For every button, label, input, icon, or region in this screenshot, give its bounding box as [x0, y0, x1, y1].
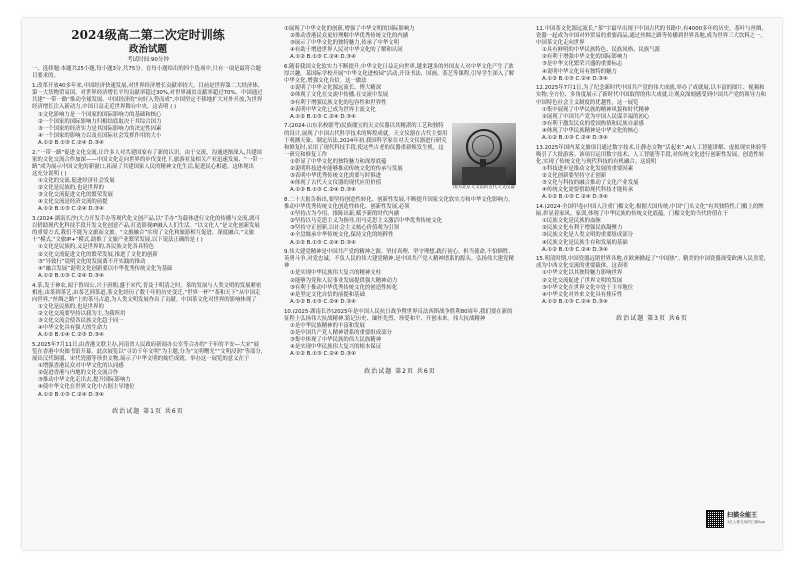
question-line: ②文化交流促进文化的繁荣发展,推进了文化的创新 — [38, 251, 158, 258]
question-line: ②展现了中国共产党为中国人民谋幸福的初心 — [542, 113, 650, 120]
exam-sheet — [22, 18, 782, 550]
question-line: ④说明中华文化具有独特的魅力 — [542, 68, 617, 75]
question-3 — [32, 216, 264, 280]
question-12 — [536, 85, 768, 142]
question-line: ④文化交流是经济交流的前提 — [38, 199, 108, 206]
question-line: ④体现了古代天文仪器的现代应用价值 — [290, 180, 382, 187]
question-line: A.①② B.①③ C.②④ D.③④ — [290, 54, 356, 61]
question-line: 8.二十大报告指出,要坚持创造性转化、创新性发展,不断提升国家文化软实力和中华文化影响力。推动中华优秀传统文化创造性转化、创新性发展,必须 — [284, 196, 514, 211]
question-line: ③中华文化在世界文化中处于主导地位 — [542, 284, 634, 291]
question-line: ④体现了中华民族精神是中华文化的核心 — [542, 127, 639, 134]
question-line: ①文化的交流,促进经济社会发展 — [38, 178, 115, 184]
question-line: ①民族文化是民族的血脉 — [542, 218, 601, 225]
exam-subtitle: 政治试题 — [128, 44, 167, 55]
question-line: ③集中体现了中华民族的伟大民族精神 — [290, 336, 382, 343]
question-line: ④表明中华文化已成为世界主流文化 — [290, 106, 376, 113]
question-line: ③展示了中华文化的独特魅力,传承了中华文明 — [290, 40, 399, 47]
question-line: ②一个国家的国际影响力归根结底取决于其综合国力 — [38, 118, 162, 125]
question-line: ②是中国共产党人精神谱系的重要组成部分 — [290, 329, 392, 336]
page-footer-3: 政治试题 第3页 共6页 — [616, 315, 688, 323]
scanner-watermark — [706, 510, 776, 528]
question-line: ③有利于激发民众的爱国热情和民族自豪感 — [542, 120, 644, 127]
question-line: 2.“一带一路”促进文化交流,让许多人对共建国家有了新的认识。由于交流、沟通逐渐深入,共建国家的文化交流合作加深——中国文化走向世界的步伐变化下,旅游业及相关产业迅速发展、“一带一路”成为展示中国文化的新窗口,拓展了共建国家人民的精神文化生活,促进民心相通。这体现出 — [32, 149, 263, 170]
question-line: ①彰显了中华文化的独特魅力和深厚底蕴 — [290, 158, 387, 165]
question-line: ②促进香港与内地的文化交流合作 — [38, 370, 119, 377]
question-line: A.①② B.①③ C.②④ D.③④ — [542, 246, 608, 253]
scanner-label: 扫描全能王 — [727, 512, 758, 519]
question-line: ③有利于推动中华优秀传统文化的创造性转化 — [290, 284, 398, 291]
question-line: ②说明科技进步能够推动传统文化的传承与发展 — [290, 165, 403, 172]
question-line: A.①② B.①③ C.②④ D.③④ — [290, 351, 356, 358]
question-line: ④“融合发展”说明文化创新要以中华优秀传统文化为基础 — [38, 265, 173, 272]
question-line: ②文化交流促进了世界文明的发展 — [542, 277, 623, 284]
question-line: ④中华文化具有强大的生命力 — [38, 325, 108, 332]
question-line: 7.(2024·山东名校联考)民族瑰宝的天文仪器以其精湛的工艺和独特的设计,展现了中国古代科学技术的辉煌成就。天文仪器在古代主要用于观测天象、制定历法,2024年初,我国科学家在对天文仪器进行研究和修复时,采用了现代科技手段,使这些古老的仪器重新焕发生机。这一研究和修复工作 — [284, 123, 448, 158]
question-line: A.①② B.①③ C.②④ D.③④ — [38, 272, 104, 279]
question-line: ③坚持守正创新,以社会主义核心价值观为引领 — [290, 225, 399, 232]
question-line: ④是实现中华民族伟大复兴的根本保证 — [290, 344, 382, 350]
question-6 — [284, 64, 516, 121]
question-11 — [536, 26, 768, 83]
question-line: ①说明了中华文化源远流长、博大精深 — [290, 85, 382, 92]
question-line: ③推动中华文化走出去,提升国际影响力 — [38, 377, 131, 384]
section-intro: 一、选择题:本题共25小题,每小题3分,共75分。在每小题给出的四个选项中,只有一项是最符合题目要求的。 — [32, 66, 261, 80]
question-line: ③文化交流会使各民族文化趋于同一 — [38, 317, 124, 324]
question-line: 12.2025年7月1日,为了纪念新时代中国共产党的伟大成就,举办了成就展,以丰富的图片、视频和实物,全方位、多角度展示了新时代中国取得的伟大成就,让观众深刻感受到中国共产党的领导力和中国特色社会主义制度的优越性。这一展览 — [536, 85, 766, 106]
question-line: A.①② B.①③ C.②④ D.③④ — [542, 194, 608, 201]
question-line: 6.随着我国文化软实力不断提升,中华文化日益走向世界,越来越多的外国友人对中华文化产生了浓厚兴趣。某国际学校开展“中华文化进校园”活动,开设书法、国画、茶艺等课程,引导学生深入了解中华文化,增强文化自信。这一做法 — [284, 64, 515, 85]
question-line: 11.中国茶文化源远流长,“茶”字最早出现于中国古代的书籍中,有4000多年的历史。茶叶与丝绸、瓷器一起成为中国对外贸易的重要商品,通过丝绸之路等传播到世界各地,成为世界三大饮料之一。中国茶文化走向世界 — [536, 26, 767, 47]
question-line: ②文化交流要坚持以我为主,为我所用 — [38, 310, 126, 317]
question-5-options — [284, 26, 516, 61]
question-line: ①坚持古为今用、推陈出新,赋予新的时代内涵 — [290, 211, 399, 218]
question-line: 14.(2024·全国甲卷)中国人注重门楣文化,根据大国传统,中国“门头文化”有其独特性,门楣上的牌匾,彰显着家风、家训,体现了中华民族的传统文化底蕴。门楣文化的当代价值在于 — [536, 204, 764, 218]
question-line: ①文化影响力是一个国家的国际影响力的基础和核心 — [38, 111, 162, 118]
question-1 — [32, 83, 264, 147]
question-line: ①中华文化以其独特魅力影响世界 — [542, 270, 623, 277]
question-line: ③民族文化是人类文明的重要组成部分 — [542, 232, 634, 239]
question-line: ④民族文化是民族生存和发展的基础 — [542, 239, 628, 246]
question-5 — [32, 342, 264, 399]
astronomy-figure — [452, 123, 516, 191]
question-15 — [536, 256, 768, 306]
page-footer-2: 政治试题 第2页 共6页 — [364, 367, 436, 375]
question-line: ③表明中华优秀传统文化需要与时俱进 — [290, 173, 382, 180]
question-line: A.①② B.①③ C.②④ D.③④ — [290, 298, 356, 305]
question-line: A.①② B.①④ C.②③ D.③④ — [38, 332, 104, 339]
question-line: ②推动香港民众更好理解中华优秀传统文化的内涵 — [290, 33, 409, 40]
question-line: 3.(2024·湖南长沙)大力开发手办等现代化文创产品,以“手办”为载体进行文化的传播与交流,就可以借助现代化科技手段开发文化创意产品,打造影视IP融入人们生活。“以文化人”是文化创新发展的重要方式,我们不能为文旅而文旅。“文旅融合”实现了文化和旅游相互促进、深度融合,“文旅十”模式,“文旅IP+”模式,助推了文旅产业繁荣发展,以下说法正确的是 ( ) — [32, 216, 260, 244]
question-line: ④全盘继承中华传统文化,保持文化的纯粹性 — [290, 232, 394, 239]
question-line: ②能够为党和人民事业发展提供强大精神动力 — [290, 277, 398, 284]
question-line: ②文化是民族的,也是世界的 — [38, 185, 104, 192]
question-line: A.①② B.①③ C.②④ D.③④ — [290, 187, 356, 194]
question-line: 经济增长注入新动力,中国日益走近世界舞台中央。这表明 ( ) — [32, 104, 177, 111]
question-line: A.①② B.①③ C.②④ D.③④ — [38, 391, 104, 398]
question-line: ①文化是民族的,也是世界的 — [38, 303, 104, 310]
question-line: ④中华文化对外来文化具有排斥性 — [542, 291, 623, 298]
question-4 — [32, 283, 264, 340]
question-line: 1.改革开放40多年来,中国经济快速发展,对世界经济增长贡献率较大。目前是世界第二大经济体、第一大货物贸易国。对世界经济增长平均贡献率超过30%,对世界减贫贡献率超过70%。中国通过共建“一带一路”推动全球发展、中国经济的“向好入势而成”,中国坚定不移地扩大对外开放,为世界 — [32, 83, 264, 104]
question-13 — [536, 145, 768, 202]
question-line: A.①② B.①③ C.②④ D.③④ — [542, 75, 608, 82]
question-line: ①增强香港民众对中华文化的认同感 — [38, 363, 124, 370]
scanner-sub: 3亿人都在用的扫描App — [727, 520, 766, 524]
question-8 — [284, 197, 516, 247]
question-line: ①文化是民族的,又是世界的,各民族文化各具特色 — [38, 244, 155, 251]
question-line: ③有利于增强民族文化的包容性和世界性 — [290, 99, 387, 106]
question-line: A.①② B.①③ C.②④ D.③④ — [290, 113, 356, 120]
column-1 — [32, 26, 264, 416]
question-line: ③一个国家的经济实力是其国际影响力的决定性因素 — [38, 125, 162, 132]
question-line: 15.明清时期,中国瓷器远销世界各地,在欧洲掀起了“中国热”。精美的中国瓷器深受欧洲人民喜爱,成为中西文化交流的重要载体。这表明 — [536, 256, 766, 270]
question-line: 9.伟大建党精神是中国共产党的精神之源。坚持真理、坚守理想,践行初心、担当使命,不怕牺牲、英勇斗争,对党忠诚、不负人民的伟大建党精神,是中国共产党人精神谱系的源头。弘扬伟大建党精神 — [284, 249, 514, 270]
question-line: 5.2025年7月11日,由香港文联主办,河南省人民政府新闻办公室等合办的“千年的平安—大宋”展览在香港中央图书馆开幕。此次展览以“寻访千年文明”为主题,分为“文明曙光”“文明浸润”等部分,展出汉代铜器、宋代瓷器等珍贵文物,展示了中华文明的灿烂成就。举办这一展览的意义在于 — [32, 341, 263, 363]
question-line: ④是坚定文化自信的前提和基础 — [290, 291, 365, 298]
question-line: ①是实现中华民族伟大复兴的精神支柱 — [290, 270, 382, 277]
question-line: ④使中华文化在世界文化中占据主导地位 — [38, 384, 135, 391]
question-line: ④传统文化需要借助现代科技才能传承 — [542, 187, 634, 194]
question-line: ④一个国家的影响力以及在国际社会发挥作用的大小 — [38, 132, 162, 139]
exam-title: 2024级高二第二次定时训练 — [71, 28, 225, 42]
column-3 — [536, 26, 768, 323]
question-line: ②有利于增强中华文化的国际影响力 — [542, 54, 628, 61]
question-line: ③文化与科技的融合推动了文化产业发展 — [542, 180, 639, 187]
question-10 — [284, 309, 516, 359]
page-footer-1: 政治试题 第1页 共6页 — [112, 408, 184, 416]
question-line: ①集中展现了中华民族的精神风貌和时代精神 — [542, 106, 650, 113]
question-line: ②文化创新要坚持守正创新 — [542, 173, 607, 180]
armillary-sphere-photo — [452, 123, 516, 185]
question-line: ④有助于增进世界人民对中华文化的了解和认同 — [290, 47, 403, 54]
question-line: ②体现了文化在交流中传播,在交流中发展 — [290, 92, 389, 99]
question-line: A.①② B.①③ C.②④ D.③④ — [290, 239, 356, 246]
question-line: A.①② B.①③ C.②④ D.③④ — [542, 135, 608, 141]
question-line: 这充分说明 ( ) — [32, 170, 67, 177]
question-line: ②民族文化有利于增强民族凝聚力 — [542, 225, 623, 232]
question-line: A.①② B.①③ C.②④ D.③④ — [38, 139, 104, 146]
figure-caption: 图为北京天文馆的古代天文仪器 — [453, 185, 515, 191]
question-14 — [536, 204, 768, 254]
question-line: ③“导致行”说明文化的发展离不开实践的推动 — [38, 258, 146, 265]
question-line: 10.(2025·湖南长沙)2025年是中国人民抗日战争暨世界反法西斯战争胜利80周年,我们要在新的征程上弘扬伟大抗战精神,铭记历史、缅怀先烈、珍爱和平、开创未来。伟大抗战精神 — [284, 308, 513, 322]
question-line: ③是中华文化繁荣兴盛的重要标志 — [542, 61, 623, 68]
question-line: A.①② B.①③ C.②④ D.③④ — [542, 298, 608, 305]
question-line: ①具有鲜明的中华民族特色、民族风格、民族气派 — [542, 47, 661, 54]
question-line: 4.茶,发于神农,闻于鲁周公,兴于唐朝,盛于宋代,普及于明清之时。茶的发展与人类文明的发展紧密相连,由茶到茶艺,由茶艺到茶道,茶文化经历了数千年的历史变迁,“世界一杯”“茶和天下”从中国走向世界,“丝绸之路”上的茶马古道,为人类文明发展作出了贡献。中国茶文化对世界的影响体现了 — [32, 282, 262, 303]
question-line: ①展现了中华文化的创新,增强了中华文明的国际影响力 — [284, 26, 415, 32]
question-7 — [284, 123, 516, 194]
question-line: ①科技进步是推动文化发展的重要因素 — [542, 165, 634, 172]
question-line: ③文化交流促进文化的繁荣发展 — [38, 192, 113, 199]
question-line: A.①② B.①③ C.②④ D.③④ — [38, 206, 104, 213]
question-line: ①是中华民族精神的丰富和发展 — [290, 322, 365, 329]
question-9 — [284, 249, 516, 306]
question-line: 13.2025年国内某文旅项目通过数字技术,让静态文物“活起来”,AI人工智能讲解、虚拟现实体验等吸引了大批游客。该项目运用数字技术、人工智能等手段,对传统文化进行创新性发展、创造性转化,实现了传统文化与现代科技的有机融合。这说明 — [536, 144, 767, 165]
column-2 — [284, 26, 516, 375]
qr-code-icon — [706, 510, 724, 528]
exam-time: 考试时间:90分钟 — [127, 57, 169, 63]
question-2 — [32, 150, 264, 214]
question-line: ②坚持以马克思主义为指导,用马克思主义激活中华优秀传统文化 — [290, 218, 443, 225]
